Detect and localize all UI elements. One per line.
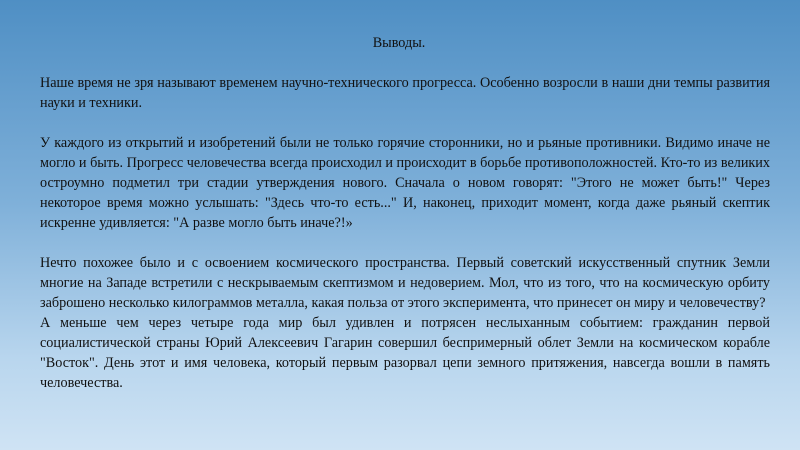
slide-content <box>40 33 770 393</box>
slide-title: Выводы. <box>372 35 426 51</box>
paragraph-gagarin: А меньше чем через четыре года мир был удивлен и потрясен неслыханным событием: гражданин первой социалистической страны Юрий Алексеевич Гагарин совершил беспримерный облет Земли на космическом корабле "Восток". День этот и имя человека, который первым разорвал цепи земного притяжения, навсегда вошли в память человечества. <box>40 315 770 391</box>
paragraph-stages: У каждого из открытий и изобретений были не только горячие сторонники, но и рьяные противники. Видимо иначе не могло и быть. Прогресс человечества всегда происходил и происходит в борьбе противоположностей. Кто-то из великих остроумно подметил три стадии утверждения нового. Сначала о новом говорят: "Этого не может быть!" Через некоторое время можно услышать: "Здесь что-то есть..." И, наконец, приходит момент, когда даже рьяный скептик искренне удивляется: "А разве могло быть иначе?!» <box>40 135 770 231</box>
paragraph-space: Нечто похожее было и с освоением космического пространства. Первый советский искусственный спутник Земли многие на Западе встретили с нескрываемым скептизмом и недоверием. Мол, что из того, что на космическую орбиту заброшено несколько килограммов металла, какая польза от этого эксперимента, что принесет он миру и человечеству? <box>40 255 770 311</box>
paragraph-intro: Наше время не зря называют временем научно-технического прогресса. Особенно возросли в наши дни темпы развития науки и техники. <box>40 75 770 111</box>
